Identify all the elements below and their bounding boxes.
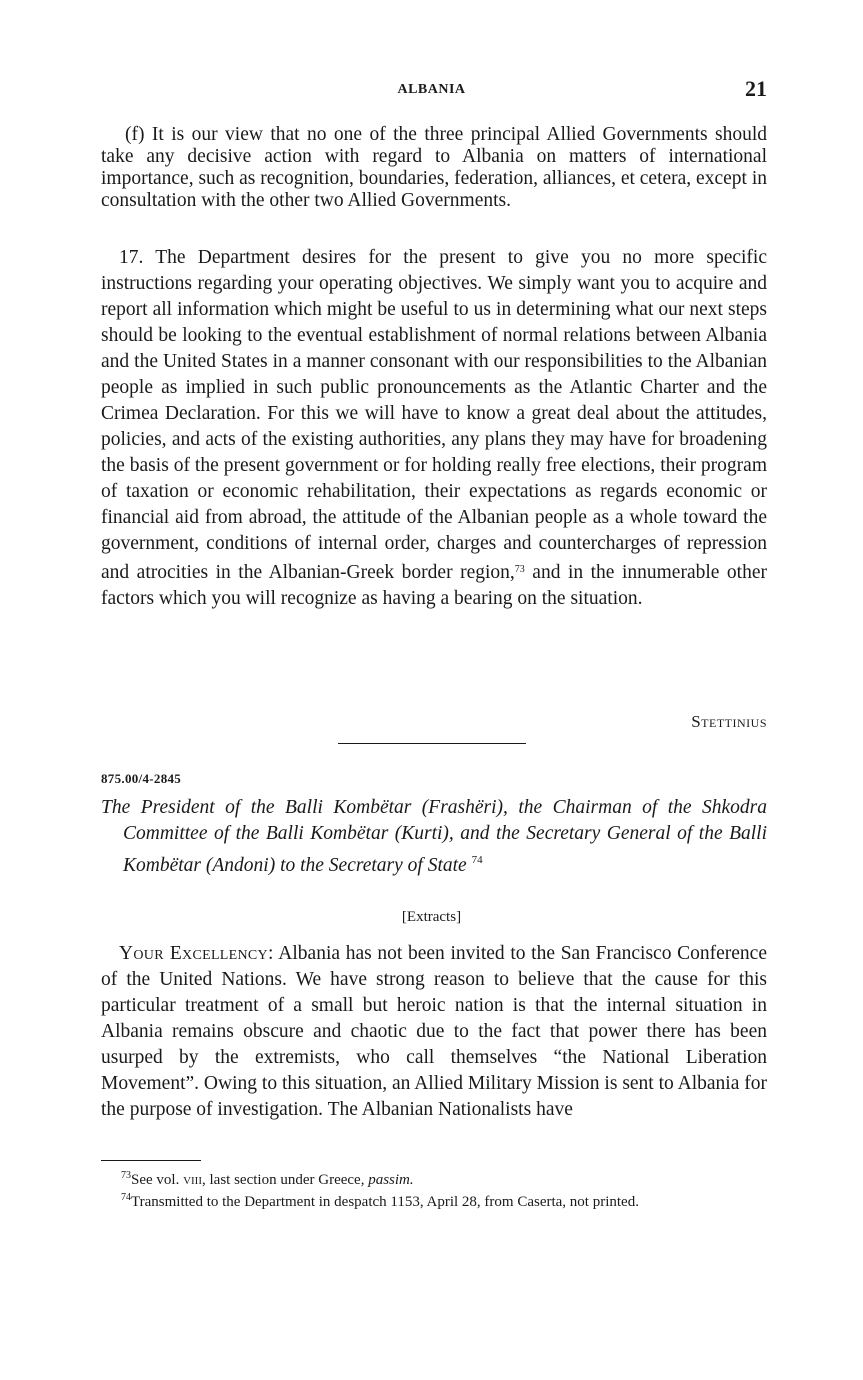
paragraph-f: (f) It is our view that no one of the three principal Allied Governments should take any decisive action with regard to Albania on matters of international importance, such as recognition, boundaries, federation, alliances, et cetera, except in consultation with the other two Allied Governments. <box>101 124 767 211</box>
section-divider <box>338 743 526 744</box>
signature: Stettinius <box>691 712 767 731</box>
footnote-73 <box>101 1167 767 1189</box>
running-header <box>0 76 863 104</box>
salutation: Your Excellency: <box>119 943 274 964</box>
footnote-ref-74: 74 <box>471 854 483 866</box>
document-heading-text: The President of the Balli Kombëtar (Frashëri), the Chairman of the Shkodra Committee of the Balli Kombëtar (Kurti), and the Secretary General of the Balli Kombëtar (Andoni) to the Secretary of State <box>101 797 767 876</box>
page-number: 21 <box>745 76 767 101</box>
footnote-text: See vol. <box>131 1172 184 1188</box>
footnotes <box>101 1167 767 1211</box>
footnote-number: 74 <box>121 1192 131 1203</box>
paragraph-17-text-end: and in the innumerable other factors which you will recognize as having a bearing on the situation. <box>101 562 767 609</box>
footnote-text-mid: , last section under Greece, <box>202 1172 369 1188</box>
letter-text: Albania has not been invited to the San Francisco Conference of the United Nations. We have strong reason to believe that the cause for this particular treatment of a small but heroic nation is that the internal situation in Albania remains obscure and chaotic due to the fact that power there has been usurped by the extremists, who call themselves “the National Liberation Movement”. Owing to this situation, an Allied Military Mission is sent to Albania for the purpose of investigation. The Albanian Nationalists have <box>101 943 767 1120</box>
footnote-volume: viii <box>183 1172 203 1188</box>
file-number: 875.00/4-2845 <box>101 771 182 786</box>
paragraph-17 <box>101 245 767 612</box>
extracts-label: [Extracts] <box>401 909 462 925</box>
footnote-ref-73: 73 <box>514 564 525 575</box>
footnote-text: Transmitted to the Department in despatch 1153, April 28, from Caserta, not printed. <box>131 1194 639 1210</box>
footnote-divider <box>101 1160 201 1161</box>
footnote-italic: passim. <box>368 1172 414 1188</box>
footnote-74 <box>101 1189 767 1211</box>
document-heading <box>101 795 767 879</box>
footnote-number: 73 <box>121 1170 131 1181</box>
running-title: ALBANIA <box>397 82 466 97</box>
paragraph-17-text: 17. The Department desires for the present to give you no more specific instructions regarding your operating objectives. We simply want you to acquire and report all information which might be useful to us in determining what our next steps should be looking to the eventual establishment of normal relations between Albania and the United States in a manner consonant with our responsibilities to the Albanian people as implied in such public pronouncements as the Atlantic Charter and the Crimea Declaration. For this we will have to know a great deal about the attitudes, policies, and acts of the existing authorities, any plans they may have for broadening the basis of the present government or for holding really free elections, their program of taxation or economic rehabilitation, their expectations as regards economic or financial aid from abroad, the attitude of the Albanian people as a whole toward the government, conditions of internal order, charges and countercharges of repression and atrocities in the Albanian-Greek border region, <box>101 247 767 583</box>
letter-paragraph <box>101 941 767 1123</box>
